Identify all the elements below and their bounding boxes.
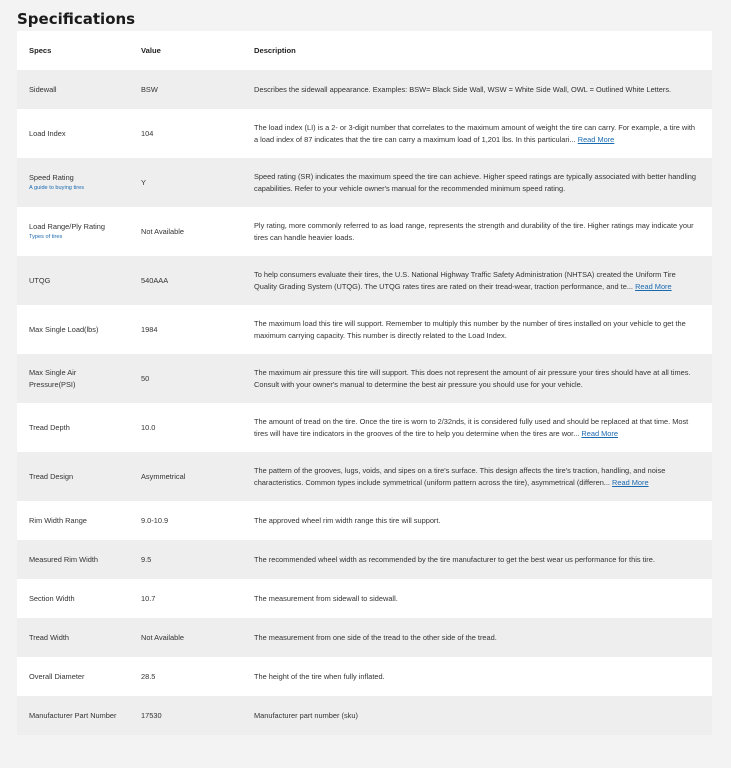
spec-cell <box>17 354 129 403</box>
spec-cell <box>17 305 129 354</box>
description-text: The load index (LI) is a 2- or 3-digit number that correlates to the maximum amount of weight the tire can carry. For example, a tire with a load index of 87 indicates that the tire can carry a maximum load of 1,201 lbs. In this particulari... <box>254 123 696 144</box>
table-body <box>17 70 712 735</box>
spec-cell <box>17 579 129 618</box>
header-description: Description <box>242 31 712 70</box>
description-cell <box>242 696 712 735</box>
table-row <box>17 696 712 735</box>
spec-name: Overall Diameter <box>29 671 85 681</box>
header-specs: Specs <box>17 31 129 70</box>
description-cell <box>242 540 712 579</box>
description-cell <box>242 501 712 540</box>
value-cell: 1984 <box>129 305 242 354</box>
description-cell <box>242 207 712 256</box>
spec-name: UTQG <box>29 275 51 285</box>
spec-cell <box>17 256 129 305</box>
table-header-row <box>17 31 712 70</box>
table-row <box>17 403 712 452</box>
value-cell: 9.5 <box>129 540 242 579</box>
description-text: The maximum load this tire will support. Remember to multiply this number by the number of tires installed on your vehicle to get the maximum carrying capacity. This number is directly related to the Load Index. <box>254 319 686 340</box>
value-cell: 540AAA <box>129 256 242 305</box>
description-text: The measurement from one side of the tread to the other side of the tread. <box>254 632 497 642</box>
value-cell: 10.7 <box>129 579 242 618</box>
table-row <box>17 70 712 109</box>
spec-cell <box>17 109 129 158</box>
spec-name: Sidewall <box>29 84 57 94</box>
description-text: Ply rating, more commonly referred to as load range, represents the strength and durability of the tire. Higher ratings may indicate your tires can handle heavier loads. <box>254 221 694 242</box>
description-text: The approved wheel rim width range this tire will support. <box>254 515 441 525</box>
description-cell <box>242 70 712 109</box>
spec-cell <box>17 657 129 696</box>
table-row <box>17 657 712 696</box>
description-cell <box>242 403 712 452</box>
table-row <box>17 579 712 618</box>
table-row <box>17 305 712 354</box>
table-row <box>17 207 712 256</box>
description-text: The recommended wheel width as recommended by the tire manufacturer to get the best wear us performance for this tire. <box>254 554 655 564</box>
description-text: The measurement from sidewall to sidewall. <box>254 593 398 603</box>
value-cell: Not Available <box>129 207 242 256</box>
spec-help-link[interactable]: Types of tires <box>29 233 63 240</box>
table-row <box>17 256 712 305</box>
spec-cell <box>17 540 129 579</box>
read-more-link[interactable]: Read More <box>581 428 618 438</box>
spec-name: Tread Design <box>29 471 74 481</box>
value-cell: BSW <box>129 70 242 109</box>
description-cell <box>242 618 712 657</box>
read-more-link[interactable]: Read More <box>577 134 615 144</box>
value-cell: 17530 <box>129 696 242 735</box>
read-more-link[interactable]: Read More <box>635 281 672 291</box>
table-row <box>17 354 712 403</box>
table-row <box>17 109 712 158</box>
value-cell: Y <box>129 158 242 207</box>
description-cell <box>242 579 712 618</box>
specifications-table <box>17 31 712 735</box>
value-cell: Asymmetrical <box>129 452 242 501</box>
description-text: Speed rating (SR) indicates the maximum speed the tire can achieve. Higher speed ratings are typically associated with better handling capabilities. Refer to your vehicle owner's manual for the recommended minimum speed rating. <box>254 172 697 193</box>
read-more-link[interactable]: Read More <box>612 477 649 487</box>
description-cell <box>242 158 712 207</box>
spec-name: Tread Depth <box>29 422 70 432</box>
spec-help-link[interactable]: A guide to buying tires <box>29 184 85 191</box>
description-text: The pattern of the grooves, lugs, voids, and sipes on a tire's surface. This design affects the tire's traction, handling, and noise characteristics. Common types include symmetrical (uniform pattern across the tire), asymmetrical (differen... <box>254 466 666 487</box>
spec-cell <box>17 207 129 256</box>
description-cell <box>242 354 712 403</box>
spec-cell <box>17 618 129 657</box>
value-cell: 10.0 <box>129 403 242 452</box>
spec-name: Load Index <box>29 128 66 138</box>
table-row <box>17 540 712 579</box>
description-cell <box>242 109 712 158</box>
table-row <box>17 452 712 501</box>
table-row <box>17 501 712 540</box>
spec-cell <box>17 696 129 735</box>
description-text: The amount of tread on the tire. Once the tire is worn to 2/32nds, it is considered fully used and should be replaced at that time. Most tires will have tire indicators in the grooves of the tire to help you determine when the tires are wor... <box>254 417 689 438</box>
spec-cell <box>17 158 129 207</box>
table-row <box>17 158 712 207</box>
description-text: Describes the sidewall appearance. Examples: BSW= Black Side Wall, WSW = White Side Wall, OWL = Outlined White Letters. <box>254 84 672 94</box>
value-cell: 28.5 <box>129 657 242 696</box>
description-text: To help consumers evaluate their tires, the U.S. National Highway Traffic Safety Administration (NHTSA) created the Uniform Tire Quality Grading System (UTQG). The UTQG rates tires are rated on their tread-wear, traction performance, and te... <box>254 270 676 291</box>
spec-name: Measured Rim Width <box>29 554 98 564</box>
spec-name: Section Width <box>29 593 75 603</box>
spec-name: Rim Width Range <box>29 515 87 525</box>
table-row <box>17 618 712 657</box>
page-title: Specifications <box>17 10 136 28</box>
spec-name: Max Single Air Pressure(PSI) <box>29 368 77 389</box>
spec-cell <box>17 452 129 501</box>
description-text: The maximum air pressure this tire will support. This does not represent the amount of air pressure your tires should have at all times. Consult with your owner's manual to determine the best air pressure you should use for your vehicle. <box>254 368 691 389</box>
spec-name: Load Range/Ply Rating <box>29 222 106 232</box>
spec-name: Max Single Load(lbs) <box>29 324 99 334</box>
spec-name: Speed Rating <box>29 173 74 183</box>
value-cell: 104 <box>129 109 242 158</box>
description-cell <box>242 657 712 696</box>
spec-cell <box>17 403 129 452</box>
spec-cell <box>17 501 129 540</box>
description-cell <box>242 256 712 305</box>
description-text: Manufacturer part number (sku) <box>254 710 358 720</box>
value-cell: Not Available <box>129 618 242 657</box>
description-text: The height of the tire when fully inflated. <box>254 671 385 681</box>
value-cell: 50 <box>129 354 242 403</box>
spec-name: Manufacturer Part Number <box>29 710 117 720</box>
description-cell <box>242 452 712 501</box>
spec-cell <box>17 70 129 109</box>
header-value: Value <box>129 31 242 70</box>
spec-name: Tread Width <box>29 632 69 642</box>
description-cell <box>242 305 712 354</box>
value-cell: 9.0-10.9 <box>129 501 242 540</box>
